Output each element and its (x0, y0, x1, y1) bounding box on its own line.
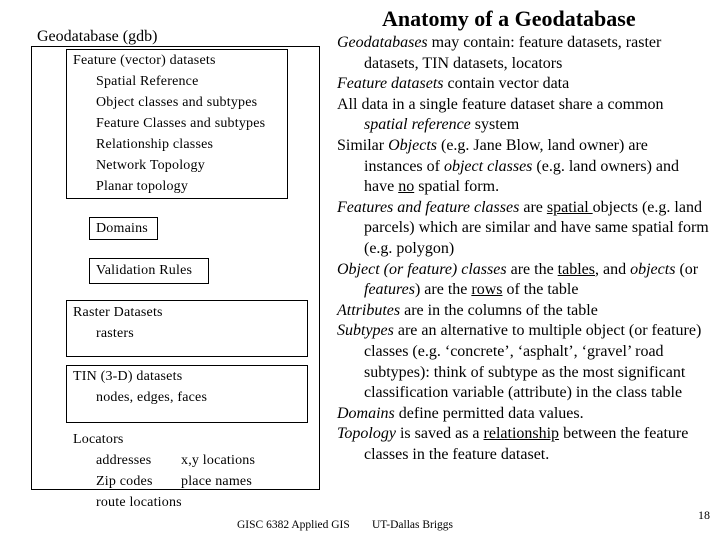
locator-item: place names (181, 474, 252, 489)
domains-label: Domains (96, 221, 148, 236)
feature-dataset-item: Network Topology (96, 158, 205, 173)
definition-paragraph: All data in a single feature dataset share a common spatial reference system (337, 95, 664, 134)
tin-item: nodes, edges, faces (96, 390, 208, 405)
locator-item: x,y locations (181, 453, 256, 468)
footer-course: GISC 6382 Applied GIS (237, 519, 350, 531)
definition-paragraph: Domains define permitted data values. (337, 404, 584, 422)
validation-rules-label: Validation Rules (96, 263, 193, 278)
feature-dataset-item: Planar topology (96, 179, 189, 194)
feature-dataset-heading: Feature (vector) datasets (73, 53, 216, 68)
locator-item: addresses (96, 453, 152, 468)
footer-institution: UT-Dallas Briggs (372, 519, 454, 531)
definition-paragraph: Object (or feature) classes are the tables, and objects (or features) are the rows of the table (337, 260, 699, 299)
page-number: 18 (698, 508, 710, 522)
feature-dataset-item: Spatial Reference (96, 74, 199, 89)
definition-paragraph: Similar Objects (e.g. Jane Blow, land owner) are instances of object classes (e.g. land owners) and have no spatial form. (337, 136, 680, 196)
definitions-text (337, 33, 709, 465)
raster-item: rasters (96, 326, 134, 341)
definition-paragraph: Feature datasets contain vector data (337, 75, 570, 93)
locator-item: route locations (96, 495, 182, 510)
feature-dataset-item: Relationship classes (96, 137, 214, 152)
definition-paragraph: Subtypes are an alternative to multiple object (or feature) classes (e.g. ‘concrete’, ‘asphalt’, ‘gravel’ road subtypes): think of subtype as the most significant classification variable (attribute) in the class table (337, 322, 702, 402)
definition-paragraph: Topology is saved as a relationship between the feature classes in the feature dataset. (337, 425, 689, 463)
definition-paragraph: Geodatabases may contain: feature datasets, raster datasets, TIN datasets, locators (337, 34, 662, 72)
locators-heading: Locators (73, 432, 124, 447)
tin-heading: TIN (3-D) datasets (73, 369, 183, 384)
definition-paragraph: Attributes are in the columns of the table (337, 301, 598, 319)
definition-paragraph: Features and feature classes are spatial objects (e.g. land parcels) which are similar and have same spatial form (e.g. polygon) (337, 198, 709, 257)
feature-dataset-item: Feature Classes and subtypes (96, 116, 266, 131)
raster-heading: Raster Datasets (73, 305, 163, 320)
locator-item: Zip codes (96, 474, 153, 489)
slide-title: Anatomy of a Geodatabase (382, 6, 636, 31)
geodatabase-label: Geodatabase (gdb) (37, 28, 158, 45)
feature-dataset-item: Object classes and subtypes (96, 95, 258, 110)
